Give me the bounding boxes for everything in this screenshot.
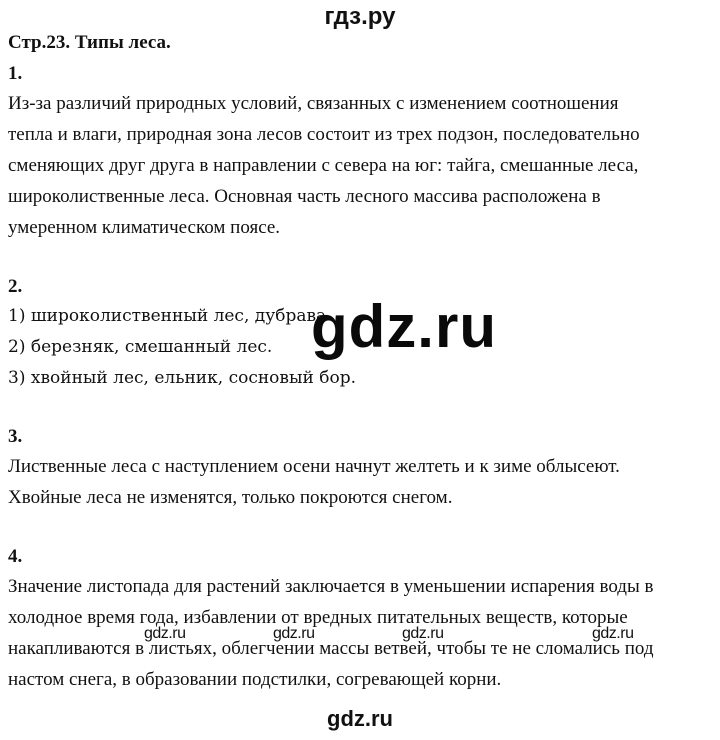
list-item: 3) хвойный лес, ельник, сосновый бор. <box>8 368 357 388</box>
answer-line: широколиственные леса. Основная часть лесного массива расположена в <box>8 186 601 207</box>
question-number-1: 1. <box>8 63 23 84</box>
answer-line: накапливаются в листьях, облегчении массы ветвей, чтобы те не сломались под <box>8 638 654 659</box>
question-number-4: 4. <box>8 546 23 567</box>
answer-line: сменяющих друг друга в направлении с севера на юг: тайга, смешанные леса, <box>8 155 639 176</box>
site-header-logo: гдз.ру <box>324 3 396 30</box>
answer-line: Значение листопада для растений заключается в уменьшении испарения воды в <box>8 576 654 597</box>
answer-line: Лиственные леса с наступлением осени начнут желтеть и к зиме облысеют. <box>8 456 620 477</box>
watermark-small: gdz.ru <box>273 625 315 642</box>
answer-line: Из-за различий природных условий, связанных с изменением соотношения <box>8 93 619 114</box>
answer-3-text <box>8 451 718 513</box>
answer-line: умеренном климатическом поясе. <box>8 217 281 238</box>
question-number-3: 3. <box>8 426 23 447</box>
watermark-small: gdz.ru <box>144 625 186 642</box>
answer-line: Хвойные леса не изменятся, только покроются снегом. <box>8 487 453 508</box>
answer-line: тепла и влаги, природная зона лесов состоит из трех подзон, последовательно <box>8 124 640 145</box>
watermark-small: gdz.ru <box>592 625 634 642</box>
answer-line: холодное время года, избавлении от вредных питательных веществ, которые <box>8 607 628 628</box>
list-item: 2) березняк, смешанный лес. <box>8 337 273 357</box>
list-item: 1) широколиственный лес, дубрава <box>8 306 327 326</box>
watermark-small: gdz.ru <box>402 625 444 642</box>
watermark-footer: gdz.ru <box>327 706 393 731</box>
page-title: Стр.23. Типы леса. <box>8 32 171 53</box>
answer-line: настом снега, в образовании подстилки, согревающей корни. <box>8 669 502 690</box>
answer-1-text <box>8 88 718 243</box>
question-number-2: 2. <box>8 276 23 297</box>
watermark-large: gdz.ru <box>311 293 497 360</box>
